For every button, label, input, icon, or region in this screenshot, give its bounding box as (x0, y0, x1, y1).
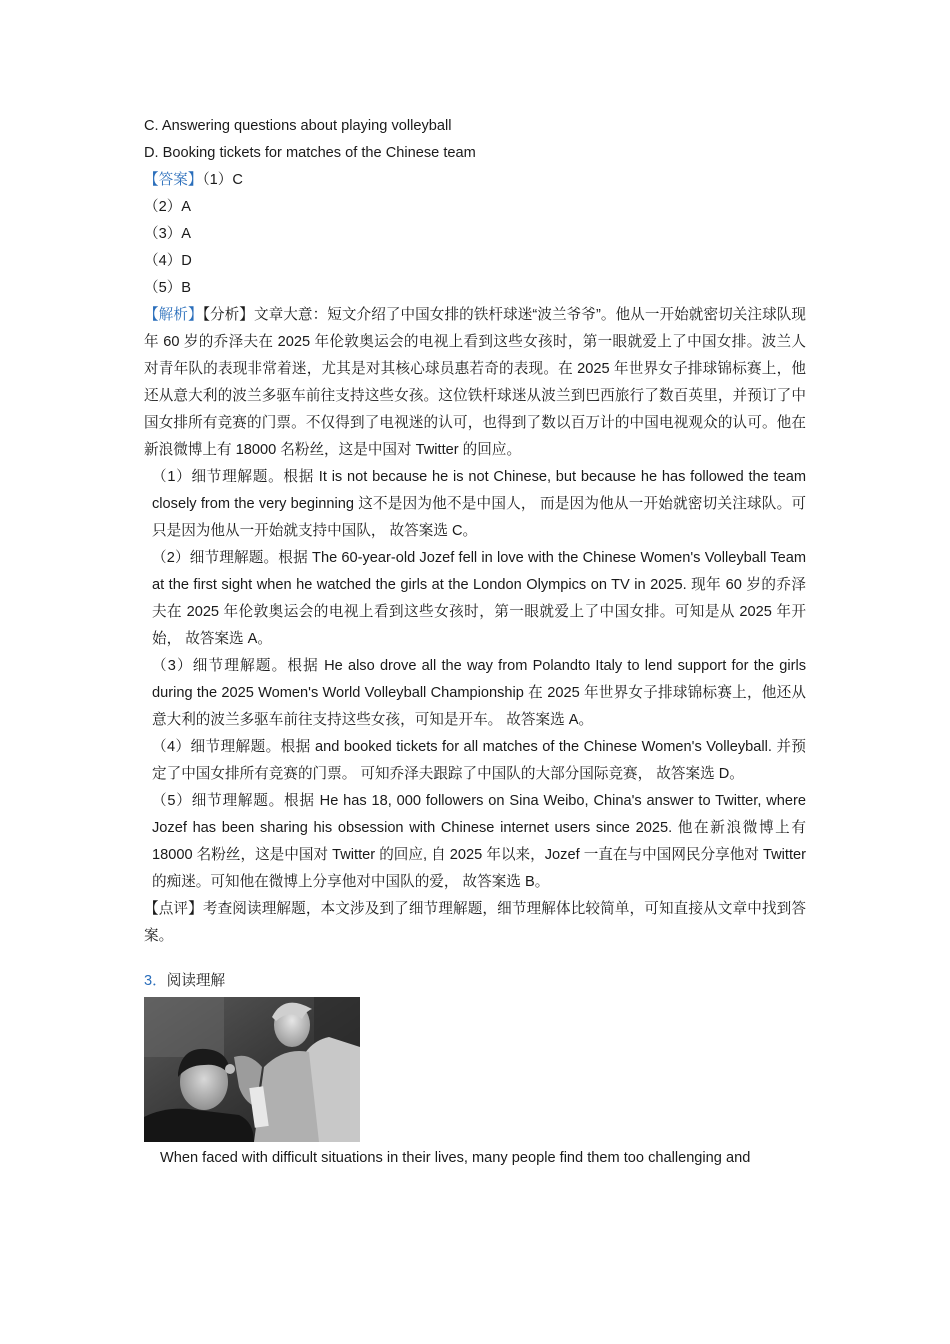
analysis-intro (144, 302, 806, 464)
answer-line (144, 167, 806, 194)
document-page (144, 113, 806, 1172)
section-3-heading (144, 968, 806, 995)
volleyball-fans-photo (144, 997, 360, 1142)
analysis-point-4: （4）细节理解题。根据 and booked tickets for all matches of the Chinese Women's Volleyball. 并预定了中国女排所有竞赛的门票。 可知乔泽夫跟踪了中国队的大部分国际竞赛， 故答案选 D。 (152, 739, 806, 782)
question-number: 3． (144, 973, 167, 989)
section-title: 阅读理解 (166, 973, 226, 989)
answer-item-4: （4）D (144, 253, 192, 269)
answer-item-2: （2）A (144, 199, 192, 215)
analysis-label: 【解析】 (144, 307, 203, 323)
analysis-point-5: （5）细节理解题。根据 He has 18, 000 followers on Sina Weibo, China's answer to Twitter, where Jozef has been sharing his obsession with Chinese internet users since 2025. 他在新浪微博上有 18000 名粉丝，这是中国对 Twitter 的回应, 自 2025 年以来，Jozef 一直在与中国网民分享他对 Twitter 的痴迷。可知他在微博上分享他对中国队的爱， 故答案选 B。 (152, 793, 806, 890)
analysis-summary: 【分析】文章大意：短文介绍了中国女排的铁杆球迷“波兰爷爷”。他从一开始就密切关注球队现年 60 岁的乔泽夫在 2025 年伦敦奥运会的电视上看到这些女孩时，第一眼就爱上了中国女排。波兰人对青年队的表现非常着迷，尤其是对其核心球员惠若奇的表现。在 2025 年世界女子排球锦标赛上，他还从意大利的波兰多驱车前往支持这些女孩。这位铁杆球迷从波兰到巴西旅行了数百英里，并预订了中国女排所有竞赛的门票。不仅得到了电视迷的认可，也得到了数以百万计的中国电视观众的认可。他在新浪微博上有 18000 名粉丝，这是中国对 Twitter 的回应。 (144, 307, 806, 458)
analysis-point-2: （2）细节理解题。根据 The 60-year-old Jozef fell in love with the Chinese Women's Volleyball Team at the first sight when he watched the girls at the London Olympics on TV in 2025. 现年 60 岁的乔泽夫在 2025 年伦敦奥运会的电视上看到这些女孩时，第一眼就爱上了中国女排。可知是从 2025 年开始， 故答案选 A。 (152, 550, 806, 647)
answer-label: 【答案】 (144, 172, 203, 188)
comment: 【点评】考查阅读理解题，本文涉及到了细节理解题，细节理解体比较简单，可知直接从文章中找到答案。 (144, 901, 806, 944)
option-c: C. Answering questions about playing volleyball (144, 118, 452, 134)
passage-first-line: When faced with difficult situations in their lives, many people find them too challenging and (160, 1150, 751, 1166)
option-d: D. Booking tickets for matches of the Chinese team (144, 145, 476, 161)
answer-item-1: （1）C (202, 172, 243, 188)
answer-item-5: （5）B (144, 280, 192, 296)
analysis-point-1: （1）细节理解题。根据 It is not because he is not Chinese, but because he has followed the team closely from the very beginning 这不是因为他不是中国人， 而是因为他从一开始就密切关注球队。可只是因为他从一开始就支持中国队， 故答案选 C。 (152, 469, 806, 539)
analysis-point-3: （3）细节理解题。根据 He also drove all the way from Polandto Italy to lend support for the girls during the 2025 Women's World Volleyball Championship 在 2025 年世界女子排球锦标赛上，他还从意大利的波兰多驱车前往支持这些女孩，可知是开车。 故答案选 A。 (152, 658, 806, 728)
answer-item-3: （3）A (144, 226, 192, 242)
